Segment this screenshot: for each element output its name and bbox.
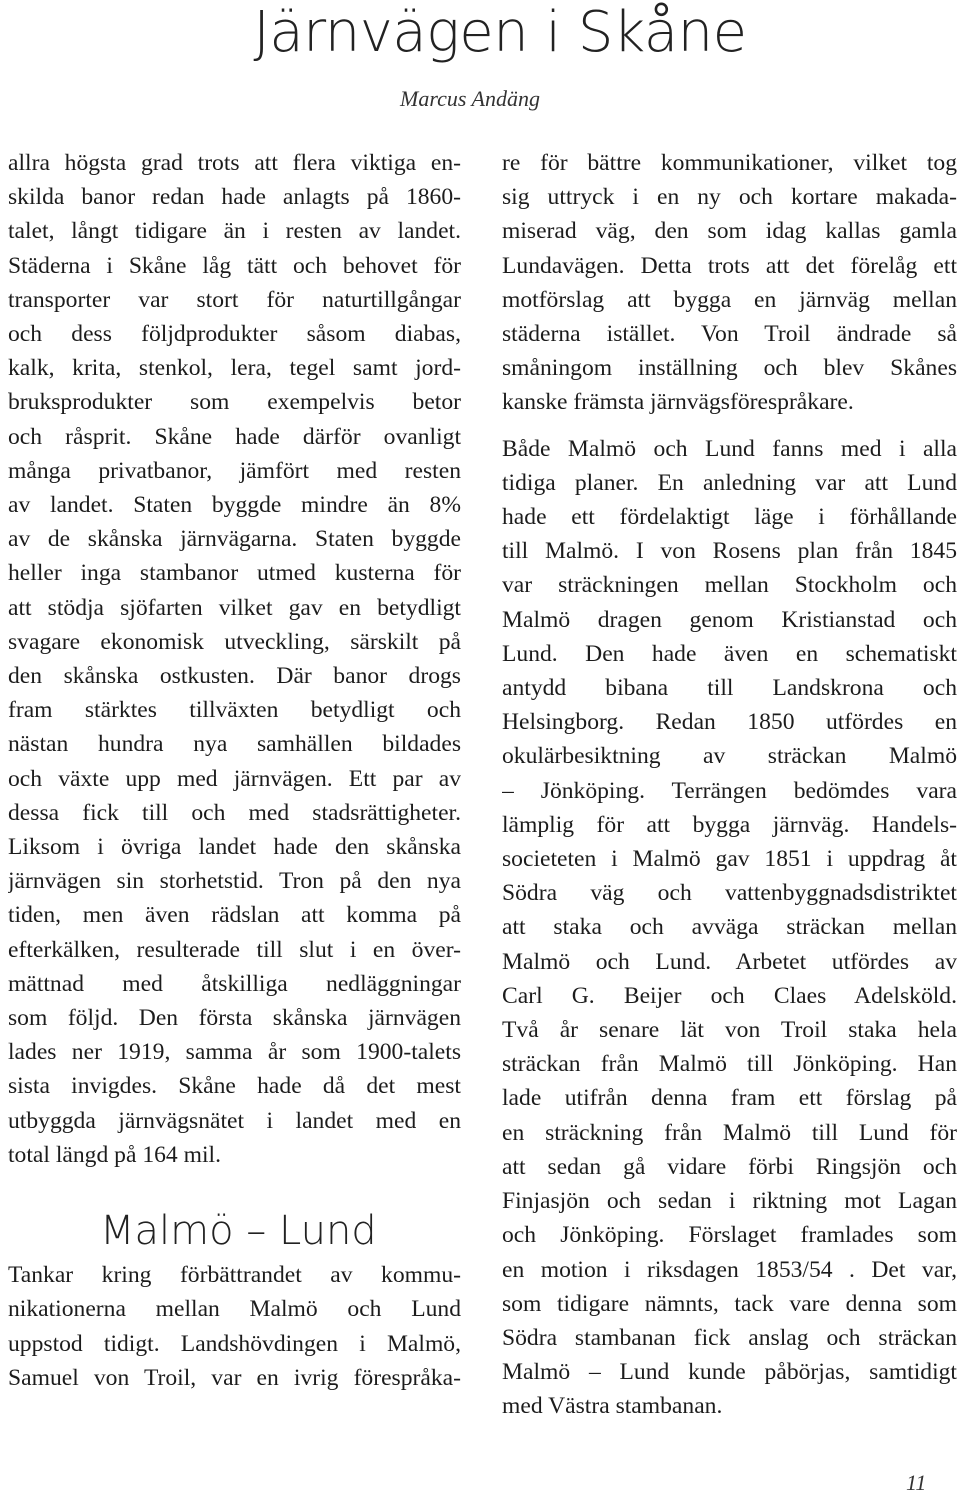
right-column bbox=[502, 146, 957, 1424]
text-line: kalk, krita, stenkol, lera, tegel samt jord- bbox=[8, 355, 461, 382]
text-line: lämplig för att bygga järnväg. Handels- bbox=[502, 811, 957, 838]
text-line: allra högsta grad trots att flera viktiga en- bbox=[8, 150, 461, 176]
text-line: att staka och avväga sträckan mellan bbox=[502, 914, 957, 941]
text-line: bruksprodukter som exempelvis betor bbox=[8, 389, 461, 416]
text-line: okulärbesiktning av sträckan Malmö bbox=[502, 743, 957, 770]
text-line: som tidigare nämnts, tack vare denna som bbox=[502, 1290, 957, 1317]
text-line: hade ett fördelaktigt läge i förhållande bbox=[502, 504, 957, 531]
text-line: kanske främsta järnvägsförespråkare. bbox=[502, 389, 854, 416]
text-line: – Jönköping. Terrängen bedömdes vara bbox=[502, 777, 957, 804]
text-line: fram stärktes tillväxten betydligt och bbox=[8, 697, 461, 724]
text-line: miserad väg, den som idag kallas gamla bbox=[502, 218, 957, 245]
text-line: societeten i Malmö gav 1851 i uppdrag åt bbox=[502, 846, 957, 873]
intro-paragraph bbox=[8, 146, 461, 1172]
text-line: med Västra stambanan. bbox=[502, 1393, 723, 1420]
text-line: och dess följdprodukter såsom diabas, bbox=[8, 321, 461, 348]
text-line: nikationerna mellan Malmö och Lund bbox=[8, 1296, 461, 1323]
text-line: Lundavägen. Detta trots att det förelåg ett bbox=[502, 252, 957, 279]
text-line: en motion i riksdagen 1853/54 . Det var, bbox=[502, 1256, 957, 1283]
text-line: som följd. Den första skånska järnvägen bbox=[8, 1005, 461, 1032]
left-column bbox=[8, 146, 461, 1395]
text-line: sträckan från Malmö till Jönköping. Han bbox=[502, 1051, 957, 1078]
text-line: Södra stambanan fick anslag och sträckan bbox=[502, 1324, 957, 1351]
page-title: Järnvägen i Skåne bbox=[253, 0, 747, 65]
text-line: den skånska ostkusten. Där banor drogs bbox=[8, 663, 461, 690]
text-line: Södra väg och vattenbyggnadsdistriktet bbox=[502, 880, 957, 907]
text-line: småningom inställning och blev Skånes bbox=[502, 355, 957, 382]
text-line: Carl G. Beijer och Claes Adelsköld. bbox=[502, 982, 957, 1009]
text-line: Städerna i Skåne låg tätt och behovet för bbox=[8, 252, 461, 279]
text-line: Både Malmö och Lund fanns med i alla bbox=[502, 435, 957, 462]
text-line: Tankar kring förbättrandet av kommu- bbox=[8, 1262, 461, 1289]
text-line: heller inga stambanor utmed kusterna för bbox=[8, 560, 461, 587]
planning-paragraph bbox=[502, 432, 957, 1424]
text-line: transporter var stort för naturtillgångar bbox=[8, 286, 461, 313]
text-line: till Malmö. I von Rosens plan från 1845 bbox=[502, 538, 957, 565]
text-line: var sträckningen mellan Stockholm och bbox=[502, 572, 957, 599]
text-line: motförslag att bygga en järnväg mellan bbox=[502, 286, 957, 313]
page-number: 11 bbox=[906, 1470, 927, 1495]
text-line: talet, långt tidigare än i resten av landet. bbox=[8, 218, 461, 245]
text-line: re för bättre kommunikationer, vilket tog bbox=[502, 150, 957, 176]
text-line: total längd på 164 mil. bbox=[8, 1141, 221, 1168]
text-line: en sträckning från Malmö till Lund för bbox=[502, 1119, 957, 1146]
text-line: Samuel von Troil, var en ivrig förespråka- bbox=[8, 1364, 461, 1391]
text-line: tiden, men även rädslan att komma på bbox=[8, 902, 461, 929]
text-line: dessa fick till och med stadsrättigheter. bbox=[8, 799, 461, 826]
text-line: Finjasjön och sedan i riktning mot Lagan bbox=[502, 1188, 957, 1215]
text-line: och råsprit. Skåne hade därför ovanligt bbox=[8, 423, 461, 450]
text-line: mättnad med åtskilliga nedläggningar bbox=[8, 970, 461, 997]
text-line: av de skånska järnvägarna. Staten byggde bbox=[8, 526, 461, 553]
text-line: Liksom i övriga landet hade den skånska bbox=[8, 834, 461, 861]
text-line: Helsingborg. Redan 1850 utfördes en bbox=[502, 709, 957, 736]
author-byline: Marcus Andäng bbox=[400, 86, 540, 111]
text-line: lades ner 1919, samma år som 1900-talets bbox=[8, 1039, 461, 1066]
text-line: och växte upp med järnvägen. Ett par av bbox=[8, 765, 461, 792]
text-line: nästan hundra nya samhällen bildades bbox=[8, 731, 461, 758]
malmo-lund-paragraph bbox=[8, 1258, 461, 1395]
text-line: utbyggda järnvägsnätet i landet med en bbox=[8, 1107, 461, 1134]
text-line: Malmö – Lund kunde påbörjas, samtidigt bbox=[502, 1359, 957, 1386]
text-line: Lund. Den hade även en schematiskt bbox=[502, 640, 957, 667]
text-line: Malmö och Lund. Arbetet utfördes av bbox=[502, 948, 957, 975]
text-line: järnvägen sin storhetstid. Tron på den nya bbox=[8, 868, 461, 895]
text-line: antydd bibana till Landskrona och bbox=[502, 675, 957, 702]
text-line: skilda banor redan hade anlagts på 1860- bbox=[8, 184, 461, 211]
text-line: sig uttryck i en ny och kortare makada- bbox=[502, 184, 957, 211]
text-line: städerna istället. Von Troil ändrade så bbox=[502, 321, 957, 348]
text-line: att stödja sjöfarten vilket gav en betydligt bbox=[8, 594, 461, 621]
text-line: av landet. Staten byggde mindre än 8% bbox=[8, 492, 461, 519]
troil-paragraph bbox=[502, 146, 957, 420]
text-line: och Jönköping. Förslaget framlades som bbox=[502, 1222, 957, 1249]
text-line: att sedan gå vidare förbi Ringsjön och bbox=[502, 1153, 957, 1180]
text-line: efterkälken, resulterade till slut i en över- bbox=[8, 936, 461, 963]
text-line: tidiga planer. En anledning var att Lund bbox=[502, 469, 957, 496]
text-line: många privatbanor, jämfört med resten bbox=[8, 457, 461, 484]
text-line: svagare ekonomisk utveckling, särskilt på bbox=[8, 628, 461, 655]
text-line: uppstod tidigt. Landshövdingen i Malmö, bbox=[8, 1330, 461, 1357]
text-line: Två år senare lät von Troil staka hela bbox=[502, 1017, 957, 1044]
section-heading-malmo-lund: Malmö – Lund bbox=[100, 1208, 377, 1255]
text-line: sista invigdes. Skåne hade då det mest bbox=[8, 1073, 461, 1100]
text-line: lade utifrån denna fram ett förslag på bbox=[502, 1085, 957, 1112]
text-line: Malmö dragen genom Kristianstad och bbox=[502, 606, 957, 633]
